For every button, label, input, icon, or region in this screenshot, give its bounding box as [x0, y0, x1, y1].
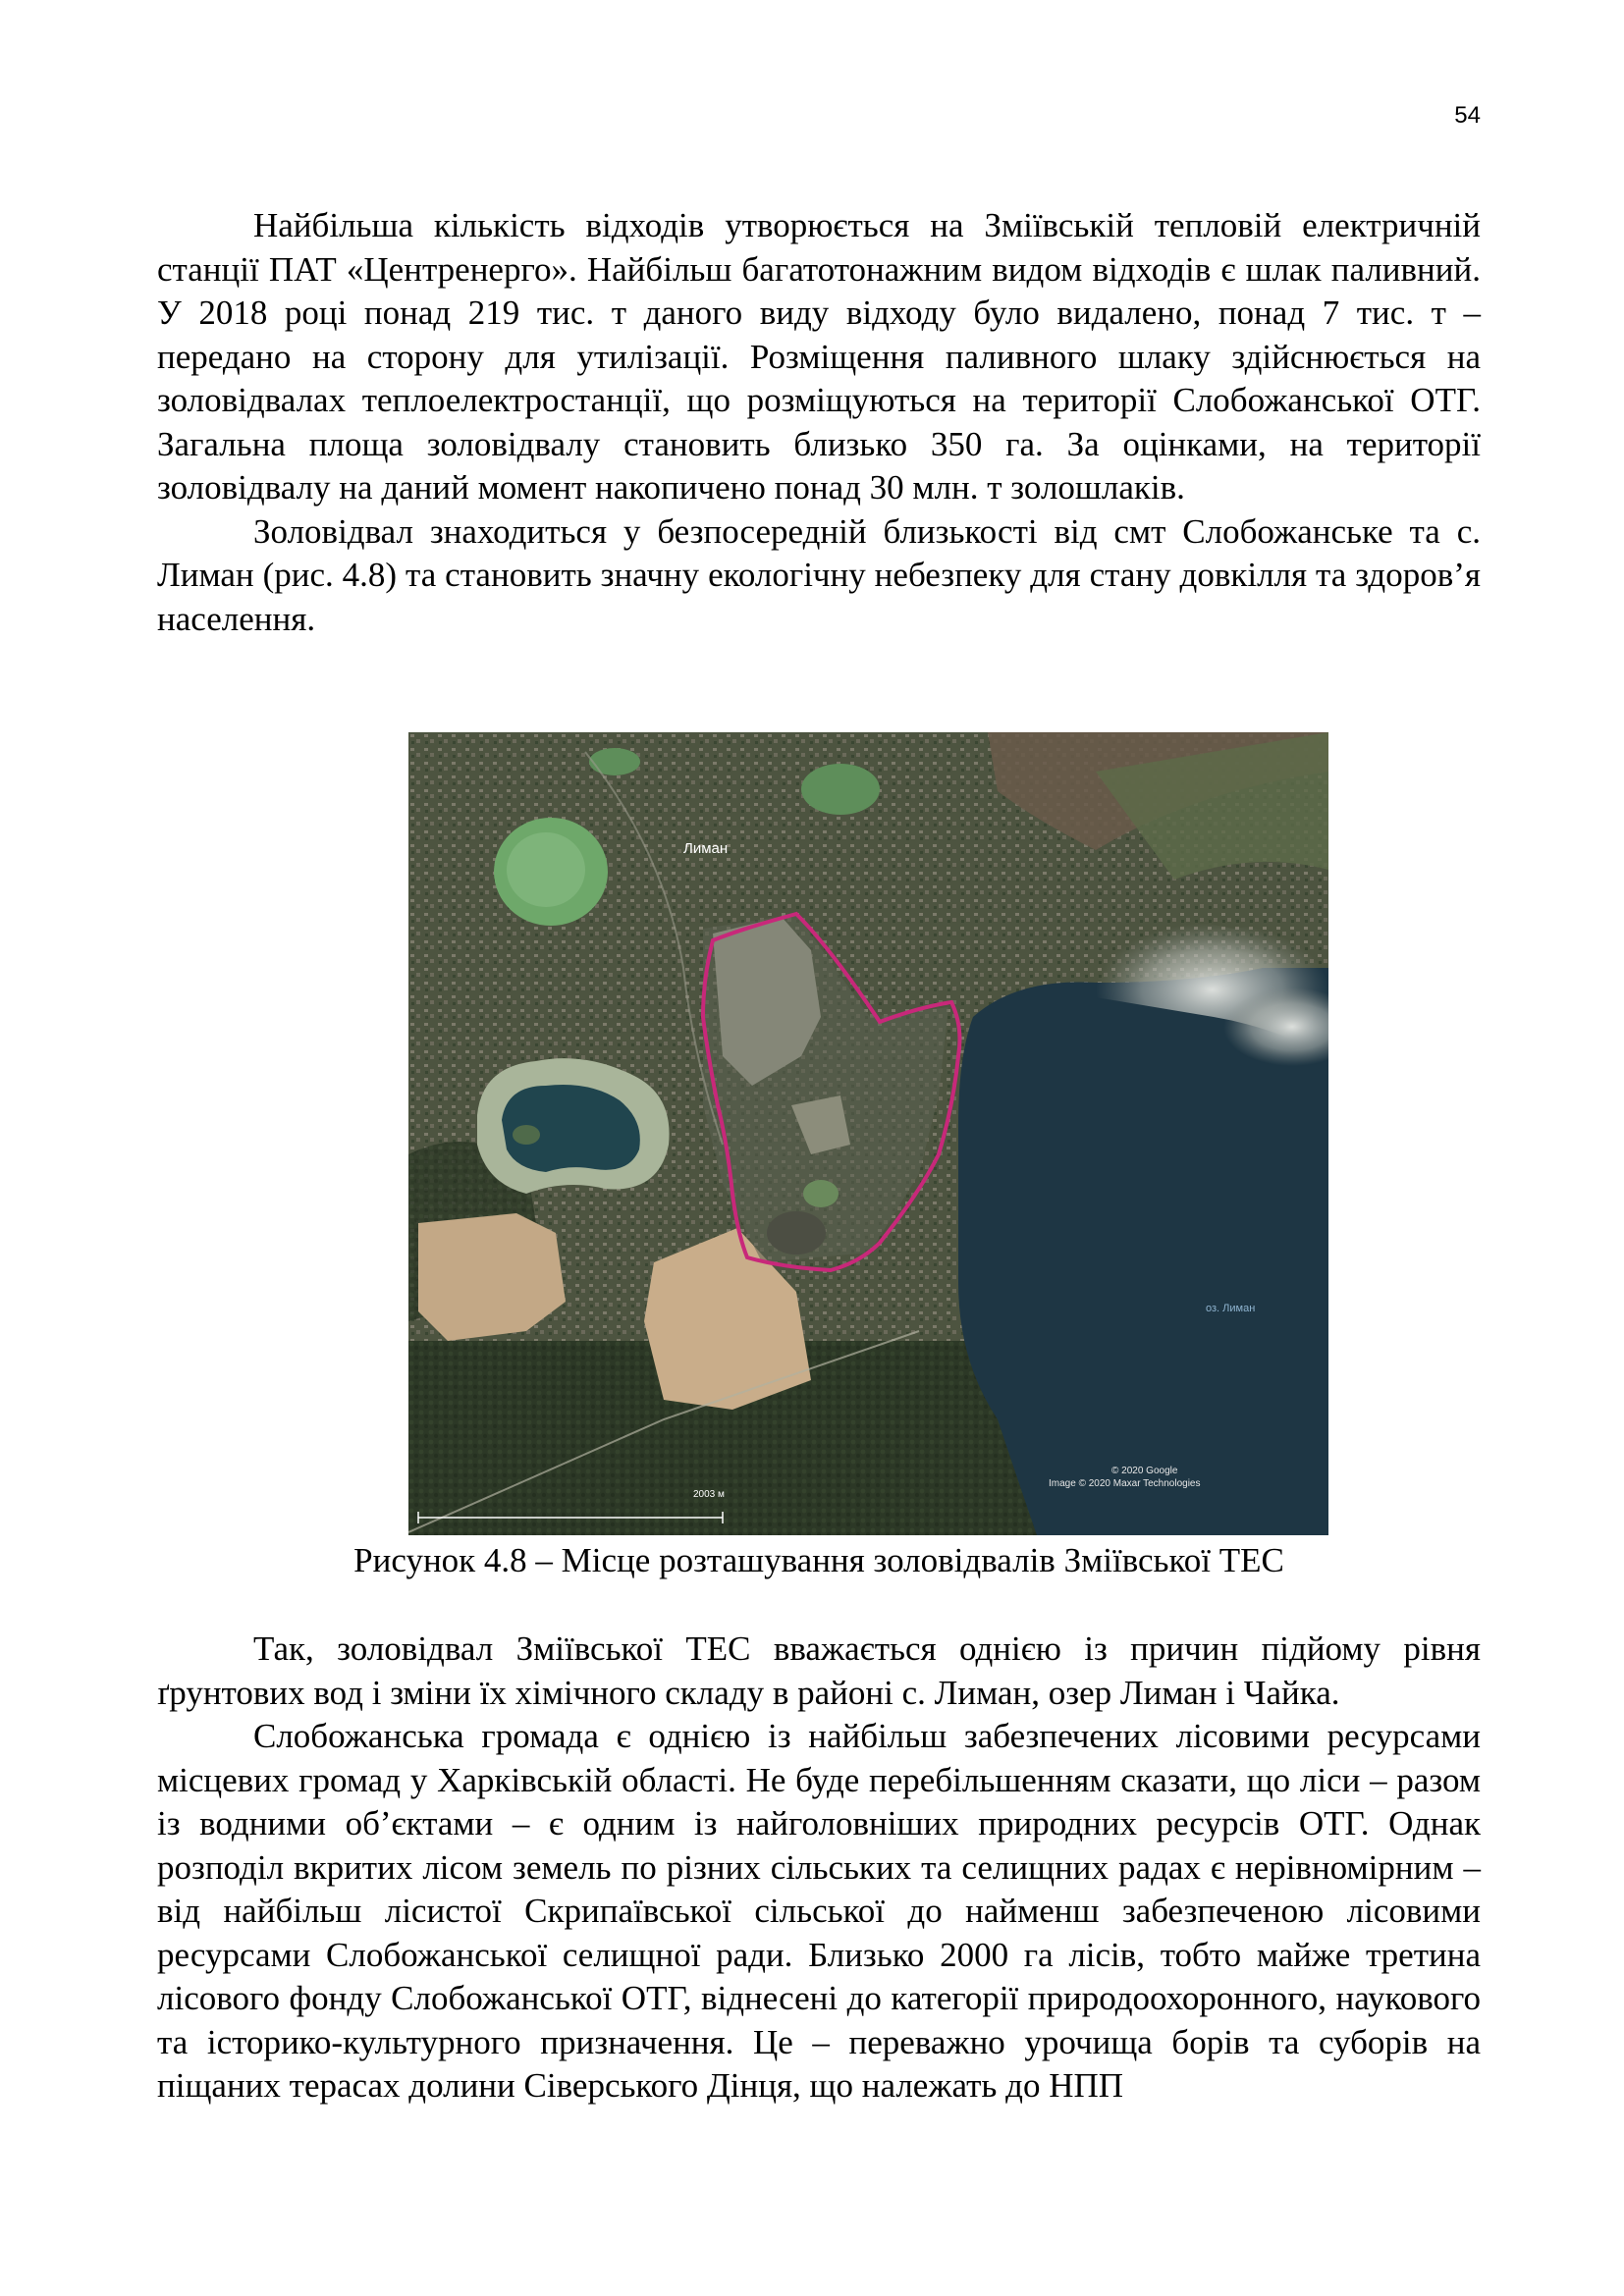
map-label-lake: оз. Лиман — [1206, 1303, 1256, 1314]
map-credit-google: © 2020 Google — [1111, 1466, 1178, 1476]
paragraph: Найбільша кількість відходів утворюється на Зміївській тепловій електричній станції ПАТ «Центренерго». Найбільш багатотонажним видом відходів є шлак паливний. У 2018 році понад 219 тис. т даного виду відходу було видалено, понад 7 тис. т – передано на сторону для утилізації. Розміщення паливного шлаку здійснюється на золовідвалах теплоелектростанції, що розміщуються на території Слобожанської ОТГ. Загальна площа золовідвалу становить близько 350 га. За оцінками, на території золовідвалу на даний момент накопичено понад 30 млн. т золошлаків. — [157, 206, 1481, 507]
satellite-map-figure — [408, 732, 1328, 1535]
paragraph: Так, золовідвал Зміївської ТЕС вважається однією із причин підйому рівня ґрунтових вод і зміни їх хімічного складу в районі с. Лиман, озер Лиман і Чайка. — [157, 1629, 1481, 1712]
paragraph: Золовідвал знаходиться у безпосередній близькості від смт Слобожанське та с. Лиман (рис. 4.8) та становить значну екологічну небезпеку для стану довкілля та здоров’я населення. — [157, 511, 1481, 638]
satellite-map-image — [408, 732, 1328, 1535]
figure-caption: Рисунок 4.8 – Місце розташування золовідвалів Зміївської ТЕС — [353, 1541, 1284, 1579]
map-scale-label: 2003 м — [693, 1489, 725, 1500]
map-label-lyman: Лиман — [683, 840, 729, 857]
map-credit-imagery: Image © 2020 Maxar Technologies — [1049, 1478, 1201, 1489]
text-block-top — [157, 204, 1481, 641]
page-number: 54 — [1454, 102, 1481, 129]
paragraph: Слобожанська громада є однією із найбільш забезпечених лісовими ресурсами місцевих громад у Харківській області. Не буде перебільшенням сказати, що ліси – разом із водними об’єктами – є одним із найголовніших природних ресурсів ОТГ. Однак розподіл вкритих лісом земель по різних сільських та селищних радах є нерівномірним – від найбільш лісистої Скрипаївської сільської до найменш забезпеченою лісовими ресурсами Слобожанської селищної ради. Близько 2000 га лісів, тобто майже третина лісового фонду Слобожанської ОТГ, віднесені до категорії природоохоронного, наукового та історико-культурного призначення. Це – переважно урочища борів та суборів на піщаних терасах долини Сіверського Дінця, що належать до НПП — [157, 1717, 1481, 2105]
text-block-bottom — [157, 1628, 1481, 2109]
